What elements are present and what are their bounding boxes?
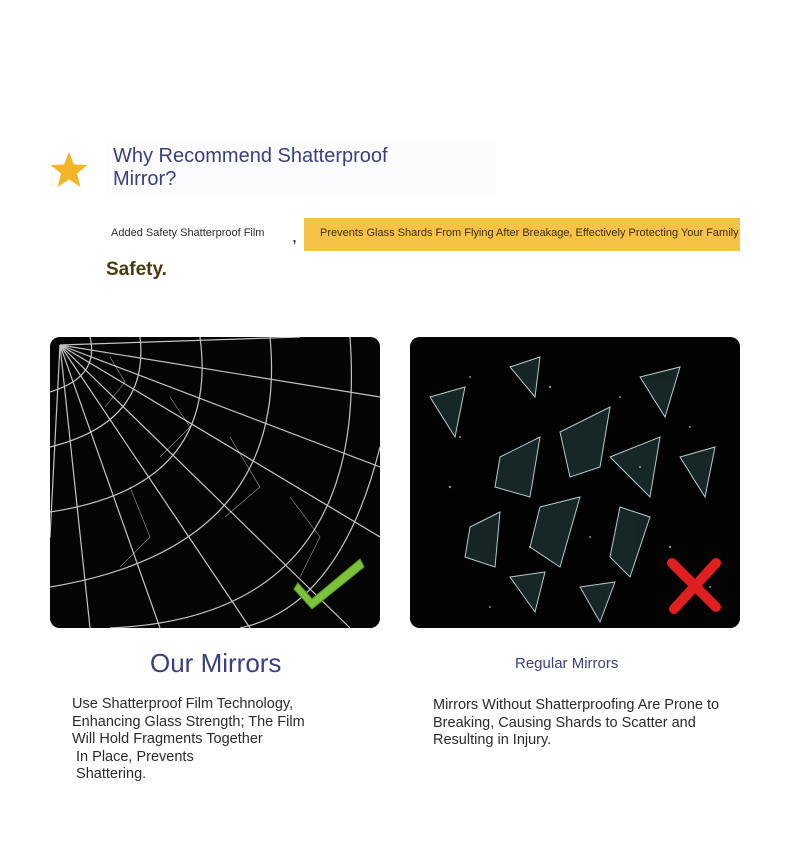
- page-title: Why Recommend Shatterproof Mirror?: [113, 145, 388, 190]
- description-line: Enhancing Glass Strength; The Film: [72, 713, 305, 730]
- description-line: Shattering.: [72, 766, 147, 782]
- regular-mirrors-description: Mirrors Without Shatterproofing Are Prone to Breaking, Causing Shards to Scatter and Resulting in Injury.: [433, 697, 720, 748]
- description-line: Will Hold Fragments Together: [72, 731, 263, 747]
- description-line: In Place, Prevents: [72, 748, 194, 765]
- description-line: Use Shatterproof Film Technology,: [72, 696, 294, 712]
- our-mirrors-description: [72, 696, 352, 784]
- safety-text: Safety.: [106, 259, 167, 280]
- comma-separator: ,: [292, 226, 298, 246]
- star-icon: [49, 150, 89, 190]
- our-mirrors-title: Our Mirrors: [150, 648, 282, 678]
- shatterproof-glass-image: [50, 337, 380, 628]
- regular-glass-image: [410, 337, 740, 628]
- highlight-text: Prevents Glass Shards From Flying After Breakage, Effectively Protecting Your Family: [320, 227, 739, 239]
- film-label: Added Safety Shatterproof Film: [111, 227, 265, 239]
- regular-mirrors-title: Regular Mirrors: [515, 655, 619, 672]
